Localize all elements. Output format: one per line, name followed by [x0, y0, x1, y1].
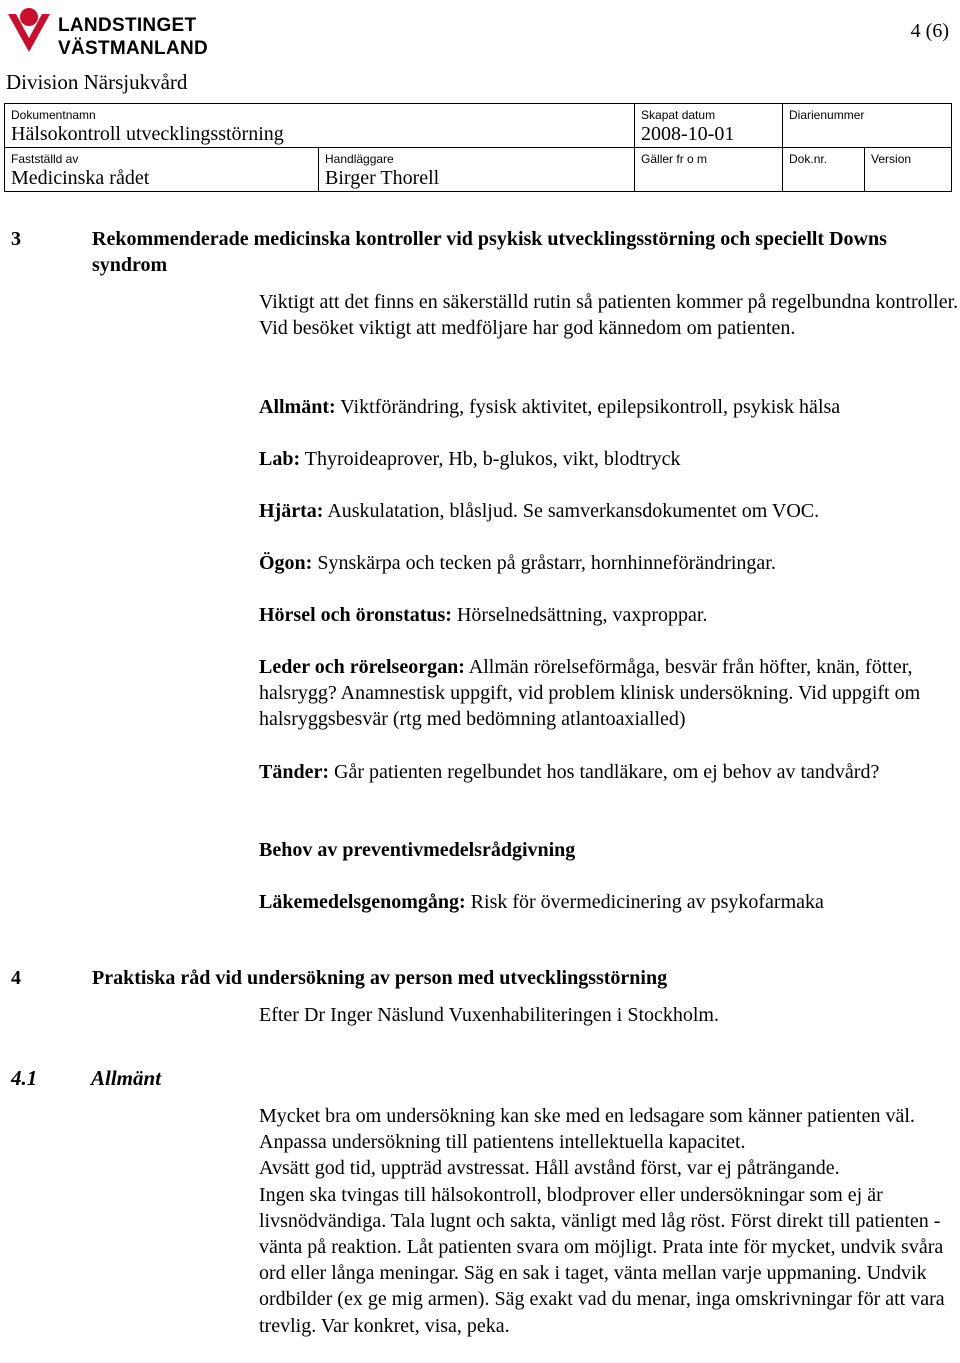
skapat-value: 2008-10-01: [641, 123, 735, 145]
table-row: [5, 148, 952, 192]
handlaggare-cell: [319, 148, 635, 192]
section-4-source: Efter Dr Inger Näslund Vuxenhabiliteringen i Stockholm.: [259, 1004, 719, 1026]
paragraph: Avsätt god tid, uppträd avstressat. Håll avstånd först, var ej påträngande.: [259, 1157, 840, 1180]
diarienummer-label: Diarienummer: [789, 108, 865, 122]
checkup-item-allmant: [259, 394, 959, 420]
section-number: 3: [11, 228, 21, 250]
version-label: Version: [871, 152, 912, 166]
section-number: 4: [11, 967, 21, 989]
faststalld-cell: [5, 148, 319, 192]
item-text: Viktförändring, fysisk aktivitet, epilepsikontroll, psykisk hälsa: [335, 396, 841, 418]
intro-paragraph: Vid besöket viktigt att medföljare har god kännedom om patienten.: [259, 317, 796, 340]
checkup-item-horsel: [259, 602, 959, 628]
logo-mark-icon: [6, 6, 54, 56]
table-row: [5, 104, 952, 148]
section-title: Rekommenderade medicinska kontroller vid psykisk utvecklingsstörning och speciellt Downs syndrom: [92, 228, 887, 276]
item-label: Behov av preventivmedelsrådgivning: [259, 839, 576, 861]
checkup-item-lab: [259, 446, 959, 472]
document-info-table: [4, 103, 952, 192]
division-name: Division Närsjukvård: [6, 70, 188, 94]
galler-label: Gäller fr o m: [641, 152, 708, 166]
item-text: Thyroideaprover, Hb, b-glukos, vikt, blodtryck: [300, 448, 681, 470]
doknr-label: Dok.nr.: [789, 152, 828, 166]
intro-paragraph: Viktigt att det finns en säkerställd rutin så patienten kommer på regelbundna kontroller.: [259, 291, 959, 313]
checkup-item-hjarta: [259, 498, 959, 524]
skapat-cell: [635, 104, 783, 148]
doknr-version-cell: [783, 148, 952, 192]
checkup-item-lakemedel: [259, 889, 959, 915]
item-text: Allmän rörelseförmåga, besvär från höfter, knän, fötter, halsrygg? Anamnestisk uppgift, vid problem klinisk undersökning. Vid uppgift om halsryggsbesvär (rtg med bedömning atlantoaxialled): [259, 656, 921, 731]
item-label: Leder och rörelseorgan:: [259, 656, 465, 678]
version-cell: [865, 148, 951, 191]
item-label: Ögon:: [259, 552, 313, 574]
page-number: 4 (6): [910, 20, 949, 42]
dokumentnamn-label: Dokumentnamn: [11, 108, 96, 122]
item-label: Hjärta:: [259, 500, 324, 522]
org-name-line1: LANDSTINGET: [58, 15, 197, 36]
item-label: Hörsel och öronstatus:: [259, 604, 452, 626]
item-label: Tänder:: [259, 761, 329, 783]
item-label: Läkemedelsgenomgång:: [259, 891, 466, 913]
item-text: Går patienten regelbundet hos tandläkare, om ej behov av tandvård?: [329, 761, 880, 783]
paragraph: Ingen ska tvingas till hälsokontroll, blodprover eller undersökningar som ej är livsnödvändiga. Tala lugnt och sakta, vänligt med låg röst. Först direkt till patienten - vänta på reaktion. Låt patienten svara om möjligt. Prata inte för mycket, undvik svåra ord eller långa meningar. Säg en sak i taget, vänta mellan varje uppmaning. Undvik ordbilder (ex ge mig armen). Säg exakt vad du menar, inga omskrivningar för att vara trevlig. Var konkret, visa, peka.: [259, 1183, 945, 1337]
paragraph: Anpassa undersökning till patientens intellektuella kapacitet.: [259, 1131, 746, 1154]
skapat-label: Skapat datum: [641, 108, 716, 122]
section-title: Allmänt: [91, 1066, 162, 1090]
checkup-item-tander: [259, 759, 959, 785]
item-text: Auskulatation, blåsljud. Se samverkansdokumentet om VOC.: [323, 500, 820, 522]
handlaggare-value: Birger Thorell: [325, 167, 440, 189]
faststalld-value: Medicinska rådet: [11, 167, 150, 189]
organization-logo: [6, 6, 209, 59]
dokumentnamn-cell: [5, 104, 635, 148]
checkup-item-ogon: [259, 550, 959, 576]
section-3-intro: [259, 289, 959, 341]
diarienummer-cell: [783, 104, 952, 148]
item-label: Allmänt:: [259, 396, 336, 418]
item-text: Synskärpa och tecken på gråstarr, hornhinneförändringar.: [312, 552, 776, 574]
section-4-1-body: [259, 1103, 959, 1339]
item-label: Lab:: [259, 448, 301, 470]
handlaggare-label: Handläggare: [325, 152, 394, 166]
galler-cell: [635, 148, 783, 192]
checkup-item-preventivmedel: [259, 837, 959, 863]
item-text: Risk för övermedicinering av psykofarmaka: [465, 891, 824, 913]
dokumentnamn-value: Hälsokontroll utvecklingsstörning: [11, 123, 284, 145]
doknr-cell: [783, 148, 865, 191]
item-text: Hörselnedsättning, vaxproppar.: [451, 604, 708, 626]
section-title: Praktiska råd vid undersökning av person med utvecklingsstörning: [92, 967, 668, 989]
org-name-line2: VÄSTMANLAND: [58, 38, 209, 59]
checkup-item-leder: [259, 654, 959, 733]
paragraph: Mycket bra om undersökning kan ske med en ledsagare som känner patienten väl.: [259, 1105, 915, 1127]
section-number: 4.1: [11, 1066, 38, 1090]
faststalld-label: Fastställd av: [11, 152, 79, 166]
